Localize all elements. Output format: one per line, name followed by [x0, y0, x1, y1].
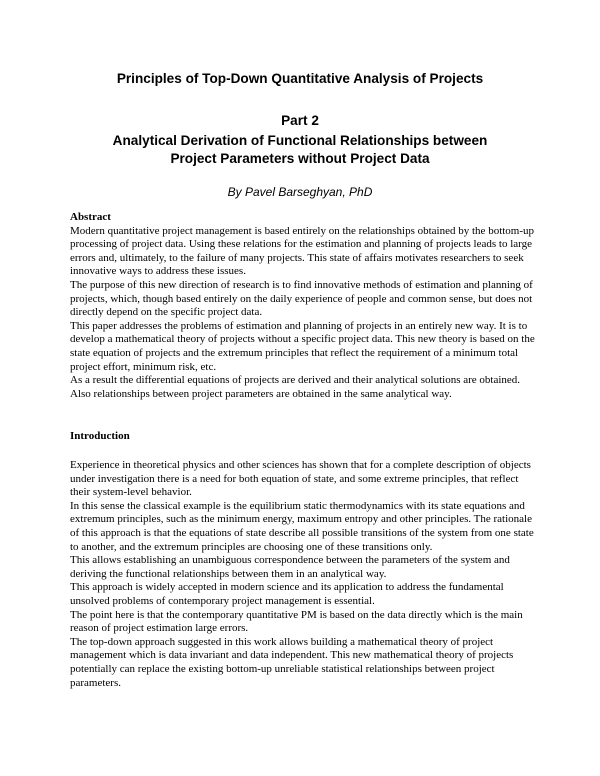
part-label: Part 2 [281, 113, 319, 128]
abstract-section [70, 211, 540, 401]
introduction-paragraph: In this sense the classical example is the equilibrium static thermodynamics with its state equations and extremum principles, such as the minimum energy, maximum entropy and other principles. The rationale of this approach is that the equations of state describe all possible transitions of the system from one state to another, and the extremum principles are choosing one of these transitions only. [70, 499, 534, 553]
author-byline: By Pavel Barseghyan, PhD [227, 185, 373, 199]
introduction-heading: Introduction [70, 430, 130, 442]
abstract-paragraph: Also relationships between project parameters are obtained in the same analytical way. [70, 387, 452, 400]
introduction-paragraph: Experience in theoretical physics and other sciences has shown that for a complete description of objects under investigation there is a need for both equation of state, and some extreme principles, that reflect their system-level behavior. [70, 459, 531, 499]
abstract-heading: Abstract [70, 211, 111, 223]
introduction-paragraph: This approach is widely accepted in modern science and its application to address the fundamental unsolved problems of contemporary project management is essential. [70, 581, 504, 607]
subtitle-line-1: Analytical Derivation of Functional Relationships between [112, 133, 488, 148]
abstract-paragraph: As a result the differential equations of projects are derived and their analytical solutions are obtained. [70, 374, 521, 387]
introduction-heading-block [70, 430, 540, 444]
subtitle-line-2: Project Parameters without Project Data [170, 151, 430, 166]
paper-title: Principles of Top-Down Quantitative Analysis of Projects [116, 71, 484, 86]
abstract-paragraph: The purpose of this new direction of research is to find innovative methods of estimation and planning of projects, which, though based entirely on the daily experience of people and common sense, but does not directly depend on the specific project data. [70, 278, 533, 319]
abstract-paragraph: This paper addresses the problems of estimation and planning of projects in an entirely new way. It is to develop a mathematical theory of projects without a specific project data. This new theory is based on the state equation of projects and the extremum principles that reflect the requirement of a minimum total project effort, minimum risk, etc. [70, 319, 535, 373]
abstract-paragraph: Modern quantitative project management is based entirely on the relationships obtained by the bottom-up processing of project data. Using these relations for the estimation and planning of projects leads to large errors and, ultimately, to the failure of many projects. This state of affairs motivates researchers to seek innovative ways to address these issues. [70, 224, 535, 278]
introduction-paragraph: The point here is that the contemporary quantitative PM is based on the data directly which is the main reason of project estimation large errors. [70, 608, 523, 635]
introduction-paragraph: The top-down approach suggested in this work allows building a mathematical theory of project management which is data invariant and data independent. This new mathematical theory of projects potentially can replace the existing bottom-up unreliable statistical relationships between project parameters. [70, 635, 514, 689]
introduction-section [70, 459, 540, 690]
introduction-paragraph: This allows establishing an unambiguous correspondence between the parameters of the system and deriving the functional relationships between them in an analytical way. [70, 554, 510, 580]
